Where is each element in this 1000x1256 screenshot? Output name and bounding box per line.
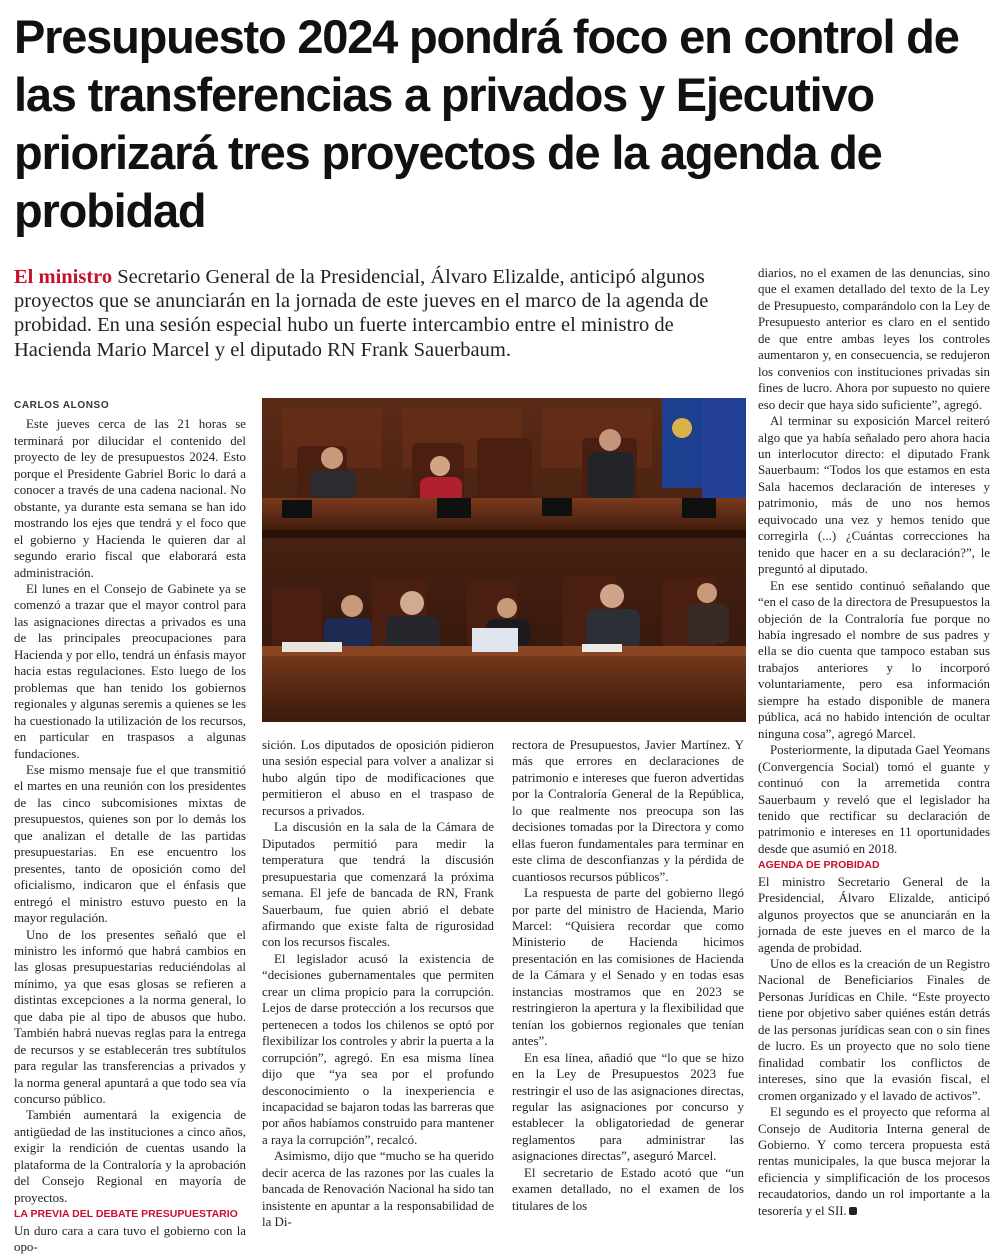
lead-paragraph bbox=[14, 265, 746, 362]
paragraph: Este jueves cerca de las 21 horas se terminará por dilucidar el contenido del proyecto de ley de presupuestos 2024. Esto porque el Presidente Gabriel Boric lo dará a conocer a través de una cadena nacional. No obstante, ya durante esta semana se han ido mostrando los ejes que tendrá y el foco que el gobierno y Hacienda le quieren dar al segundo erario fiscal que elaborará esta administración. bbox=[14, 417, 246, 580]
paragraph-last bbox=[758, 1104, 990, 1219]
byline: CARLOS ALONSO bbox=[14, 400, 110, 411]
paragraph: El lunes en el Consejo de Gabinete ya se comenzó a trazar que el mayor control para las asignaciones directas a privados es una de las principales preocupaciones para Hacienda y por ello, tendrá un énfasis mayor hacia estas regulaciones. Esto luego de los problemas que han tenido los gobiernos regionales y algunas seremis a quienes se les ha cuestionado la utilización de los recursos, en particular en traspasos a algunas fundaciones. bbox=[14, 581, 246, 761]
paragraph: Un duro cara a cara tuvo el gobierno con la opo- bbox=[14, 1223, 246, 1255]
end-of-article-icon bbox=[849, 1207, 857, 1215]
paragraph: rectora de Presupuestos, Javier Martínez. Y más que errores en declaraciones de patrimonio e intereses que fueron advertidas por la Contraloría General de la República, lo que realmente nos preocupa son las decisiones tomadas por la Directora y como ellas fueron fundamentales para terminar en este clima de desconfianzas y la pérdida de cuantiosos recursos públicos”. bbox=[512, 738, 744, 884]
paragraph: La discusión en la sala de la Cámara de Diputados permitió para medir la temperatura que tendrá la discusión presupuestaria que comenzará la próxima semana. El jefe de bancada de RN, Frank Sauerbaum, fue quien abrió el debate afirmando que existe falta de rigurosidad con los recursos fiscales. bbox=[262, 820, 494, 950]
lead-text: Secretario General de la Presidencial, Álvaro Elizalde, anticipó algunos proyectos que se anunciarán en la jornada de este jueves en el marco de la agenda de probidad. En una sesión especial hubo un fuerte intercambio entre el ministro de Hacienda Mario Marcel y el diputado RN Frank Sauerbaum. bbox=[14, 266, 709, 361]
photo-illustration bbox=[262, 398, 746, 722]
paragraph: En ese sentido continuó señalando que “en el caso de la directora de Presupuestos la objeción de la Contraloría fue porque no había ingresado el nombre de sus padres y ella se dio cuenta que tampoco estaban sus trabajos anteriores y lo incorporó voluntariamente, pero esa información siempre ha estado disponible de manera pública, acá no habido intención de ocultar ninguna cosa”, agregó Marcel. bbox=[758, 578, 990, 741]
column-1 bbox=[14, 398, 246, 1255]
subhead-agenda: AGENDA DE PROBIDAD bbox=[758, 859, 880, 872]
paragraph: Uno de ellos es la creación de un Registro Nacional de Beneficiarios Finales de Personas Jurídicas en Chile. “Este proyecto tiene por objetivo saber quiénes están detrás de las personas jurídicas sean con o sin fines de lucro. Es un proyecto que no solo tiene finalidad combatir los conflictos de intereses, sino que la evasión fiscal, el cromen organizado y el lavado de activos”. bbox=[758, 957, 990, 1103]
paragraph: El secretario de Estado acotó que “un examen detallado, no el examen de los titulares de los bbox=[512, 1165, 744, 1213]
paragraph: También aumentará la exigencia de antigüedad de las instituciones a cinco años, exigir la rendición de cuentas usando la plataforma de la Contraloría y la aprobación del Consejo Regional en mayoría de proyectos. bbox=[14, 1108, 246, 1205]
paragraph-text: El segundo es el proyecto que reforma al Consejo de Auditoria Interna general de Gobierno. Y como tercera propuesta está rentas municipales, la que busca mejorar la eficiencia y simplificación de los procesos recaudatorios, dando un rol importante a la tesorería y el SII. bbox=[758, 1105, 990, 1218]
column-4 bbox=[758, 265, 990, 1218]
subhead-previa: LA PREVIA DEL DEBATE PRESUPUESTARIO bbox=[14, 1208, 238, 1221]
paragraph: Asimismo, dijo que “mucho se ha querido decir acerca de las razones por las cuales la bancada de Renovación Nacional ha sido tan insistente en apuntar a la responsabilidad de la Di- bbox=[262, 1149, 494, 1230]
paragraph: sición. Los diputados de oposición pidieron una sesión especial para volver a analizar si hubo algún tipo de modificaciones que permitieron el abuso en el traspaso de recursos a privados. bbox=[262, 738, 494, 818]
column-2 bbox=[262, 737, 494, 1230]
chamber-session-photo bbox=[262, 398, 746, 722]
paragraph: Posteriormente, la diputada Gael Yeomans (Convergencia Social) tomó el guante y continuó con la arremetida contra Sauerbaum y reveló que el legislador ha tenido que rectificar su declaración de patrimonio e intereses en 11 oportunidades desde que asumió en 2018. bbox=[758, 743, 990, 856]
paragraph: Ese mismo mensaje fue el que transmitió el martes en una reunión con los presidentes de las cinco subcomisiones mixtas de presupuestos, quienes son por lo demás los que analizan el detalle de las partidas presupuestarias. En ese encuentro los presentes, tanto de oposición como del oficialismo, indicaron que el énfasis que entregó el ministro estuvo puesto en la mayor regulación. bbox=[14, 762, 246, 926]
paragraph: La respuesta de parte del gobierno llegó por parte del ministro de Hacienda, Mario Marcel: “Quisiera recordar que como Ministerio de Hacienda hicimos presentación en las comisiones de Hacienda de la Cámara y el Senado y en todas esas instancias mostramos que en 2023 se restringieron la apertura y la flexibilidad que tenían los gobiernos regionales que tenían antes”. bbox=[512, 886, 744, 1049]
paragraph: En esa línea, añadió que “lo que se hizo en la Ley de Presupuestos 2023 fue restringir el uso de las asignaciones directas, regular las asignaciones por concurso y establecer la obligatoriedad de generar reglamentos para administrar las asignaciones directas”, aseguró Marcel. bbox=[512, 1050, 744, 1164]
paragraph: diarios, no el examen de las denuncias, sino que el examen detallado del texto de la Ley de Presupuesto, comparándolo con la Ley de Presupuesto anterior es claro en el sentido de que entre ambas leyes los controles aumentaron y, en consecuencia, se redujeron los convenios con instituciones privadas sin fines de lucro. Ahora por supuesto no quiere eso decir que haya sido suficiente”, agregó. bbox=[758, 266, 990, 412]
paragraph: El legislador acusó la existencia de “decisiones gubernamentales que permiten crear un clima propicio para la corrupción. Lejos de darse protección a los recursos que pertenecen a todos los chilenos se optó por flexibilizar los controles y abrir la puerta a la corrupción”, agregó. En esa misma línea dijo que “ya sea por el profundo desconocimiento o la inexperiencia e incapacidad se bajaron todas las barreras que por años habíamos construido para mantener a raya la corrupción”, recalcó. bbox=[262, 951, 494, 1147]
lead-kicker: El ministro bbox=[14, 266, 113, 288]
column-3 bbox=[512, 737, 744, 1213]
paragraph: Uno de los presentes señaló que el ministro les informó que habrá cambios en las glosas presupuestarias reduciéndolas al mínimo, ya que esas glosas se refieren a distintas excepciones a la norma general, lo que daba pie al tipo de abusos que hubo. También habrá nuevas reglas para la entrega de recursos y se establecerán tres subtítulos para regular las transferencias a privados y la norma general apuntará a que todo sea vía concurso público. bbox=[14, 927, 246, 1107]
headline: Presupuesto 2024 pondrá foco en control de las transferencias a privados y Ejecutivo priorizará tres proyectos de la agenda de probidad bbox=[14, 10, 959, 237]
paragraph: Al terminar su exposición Marcel reiteró algo que ya había señalado pero ahora hacia un interlocutor directo: el diputado Frank Sauerbaum: “Todos los que estamos en esta Sala hacemos declaración de intereses y patrimonio, más de uno nos hemos equivocado una vez y hemos tenido que corregirla (...) ¿Cuántas correcciones ha tenido que hacer en a su declaración?”, le preguntó al diputado. bbox=[758, 414, 990, 577]
paragraph: El ministro Secretario General de la Presidencial, Álvaro Elizalde, anticipó algunos proyectos que se anunciarán en la jornada de este jueves en el marco de la agenda de probidad. bbox=[758, 874, 990, 955]
